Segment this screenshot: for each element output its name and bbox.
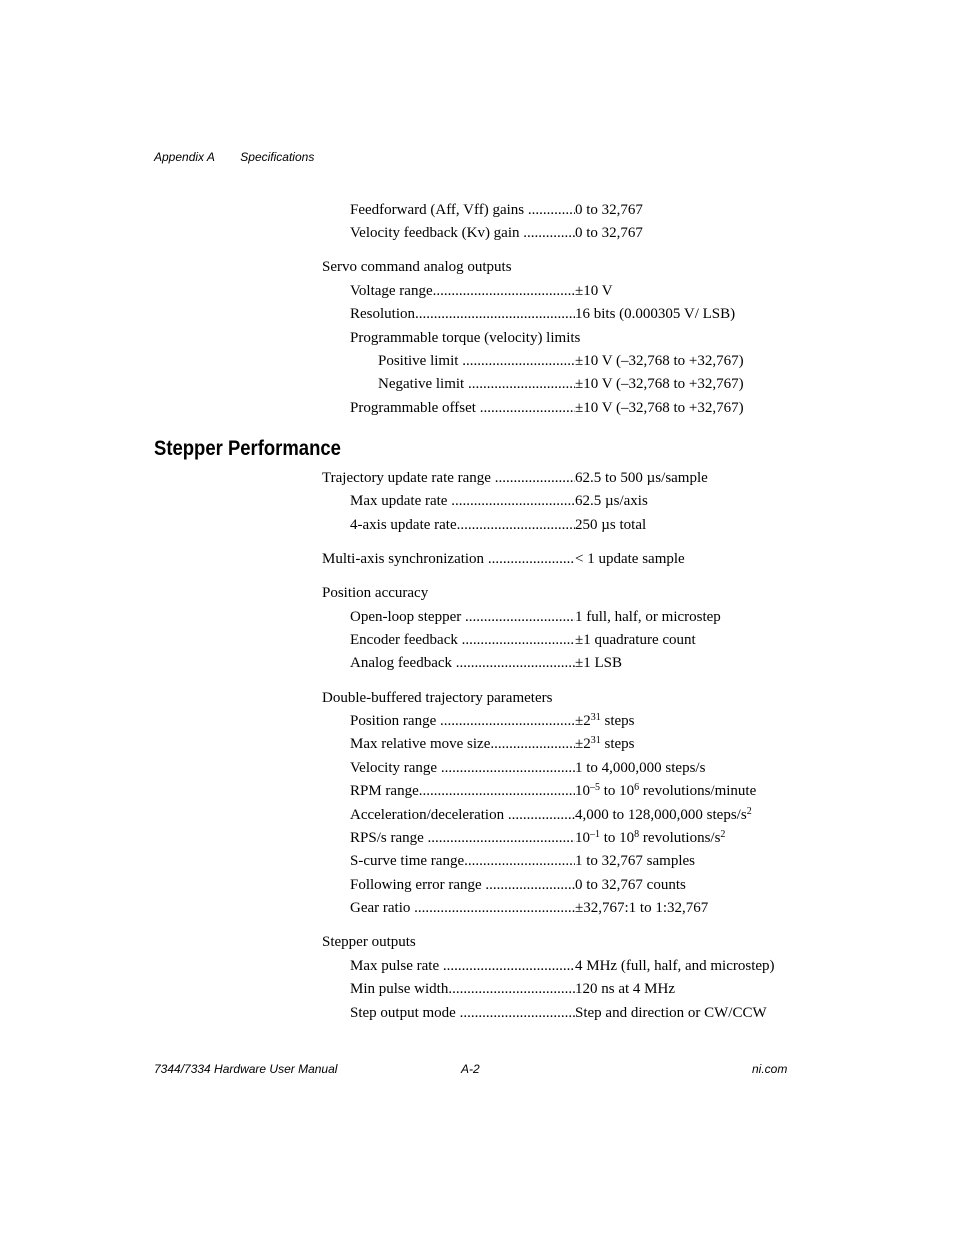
spec-label: Trajectory update rate range ..... [322, 467, 575, 489]
spec-label: Max pulse rate ..... [350, 955, 575, 977]
spec-label: Max relative move size ..... [350, 733, 575, 755]
spec-label: Multi-axis synchronization ..... [322, 548, 575, 570]
spec-value: ±1 LSB [575, 655, 622, 671]
spec-value: 0 to 32,767 [575, 202, 643, 218]
spec-label: Following error range ..... [350, 874, 575, 896]
spec-value: ±10 V (–32,768 to +32,767) [575, 400, 744, 416]
group-heading-stepper-outputs: Stepper outputs [322, 934, 416, 950]
spec-label: Position range ..... [350, 710, 575, 732]
spec-value: 4,000 to 128,000,000 steps/$s^2$ [575, 806, 752, 823]
group-heading-servo-outputs: Servo command analog outputs [322, 259, 512, 275]
spec-label: Min pulse width ..... [350, 978, 575, 1000]
spec-value: $\pm 2^{31}$ steps [575, 712, 635, 729]
spec-value: 1 to 32,767 samples [575, 853, 695, 869]
spec-value: 62.5 µs/axis [575, 493, 648, 509]
spec-value: 0 to 32,767 counts [575, 877, 686, 893]
group-heading-torque-limits: Programmable torque (velocity) limits [350, 330, 581, 346]
group-heading-double-buffered: Double-buffered trajectory parameters [322, 690, 553, 706]
spec-value: < 1 update sample [575, 551, 685, 567]
spec-label: Negative limit ..... [378, 373, 575, 395]
section-label: Specifications [240, 150, 315, 164]
spec-value: 1 full, half, or microstep [575, 609, 721, 625]
spec-label: Gear ratio ..... [350, 897, 575, 919]
spec-value: 250 µs total [575, 517, 647, 533]
spec-label: Max update rate ..... [350, 490, 575, 512]
spec-label: Step output mode ..... [350, 1002, 575, 1024]
spec-row-feedforward-gains [350, 199, 925, 221]
appendix-label: Appendix A [154, 150, 215, 164]
footer-page-number: A-2 [461, 1062, 480, 1076]
spec-label: Velocity range ..... [350, 757, 575, 779]
spec-value: ±32,767:1 to 1:32,767 [575, 900, 709, 916]
spec-value: 120 ns at 4 MHz [575, 981, 675, 997]
spec-label: RPM range ..... [350, 780, 575, 802]
footer-site-link[interactable]: ni.com [752, 1062, 788, 1076]
spec-label: Resolution ..... [350, 303, 575, 325]
spec-row-velocity-feedback-gain [350, 222, 925, 244]
spec-value: ±1 quadrature count [575, 632, 696, 648]
spec-value: $10^{-5}$ to $10^6$ revolutions/minute [575, 782, 757, 799]
spec-label: Acceleration/deceleration ..... [350, 804, 575, 826]
group-heading-position-accuracy: Position accuracy [322, 585, 429, 601]
spec-label: S-curve time range ..... [350, 850, 575, 872]
spec-label: Programmable offset ..... [350, 397, 575, 419]
spec-label: Analog feedback ..... [350, 652, 575, 674]
running-header [154, 150, 314, 164]
spec-value: 0 to 32,767 [575, 225, 643, 241]
spec-value: 4 MHz (full, half, and microstep) [575, 958, 775, 974]
spec-label: 4-axis update rate ..... [350, 514, 575, 536]
footer-manual-title: 7344/7334 Hardware User Manual [154, 1062, 338, 1076]
spec-label: Voltage range ..... [350, 280, 575, 302]
spec-value: ±10 V [575, 283, 613, 299]
spec-label: Positive limit ..... [378, 350, 575, 372]
spec-label: Encoder feedback ..... [350, 629, 575, 651]
spec-value: 62.5 to 500 µs/sample [575, 470, 708, 486]
spec-value: ±10 V (–32,768 to +32,767) [575, 376, 744, 392]
spec-label: Velocity feedback (Kv) gain ..... [350, 222, 575, 244]
spec-value: $10^{-1}$ to $10^8$ revolutions/$s^2$ [575, 829, 726, 846]
spec-value: Step and direction or CW/CCW [575, 1005, 767, 1021]
spec-value: ±10 V (–32,768 to +32,767) [575, 353, 744, 369]
spec-value: 16 bits (0.000305 V/ LSB) [575, 306, 736, 322]
spec-label: RPS/s range ..... [350, 827, 575, 849]
section-title-stepper-performance: Stepper Performance [154, 437, 341, 460]
spec-value: 1 to 4,000,000 steps/s [575, 760, 706, 776]
spec-label: Feedforward (Aff, Vff) gains ..... [350, 199, 575, 221]
spec-value: $\pm 2^{31}$ steps [575, 735, 635, 752]
spec-label: Open-loop stepper ..... [350, 606, 575, 628]
